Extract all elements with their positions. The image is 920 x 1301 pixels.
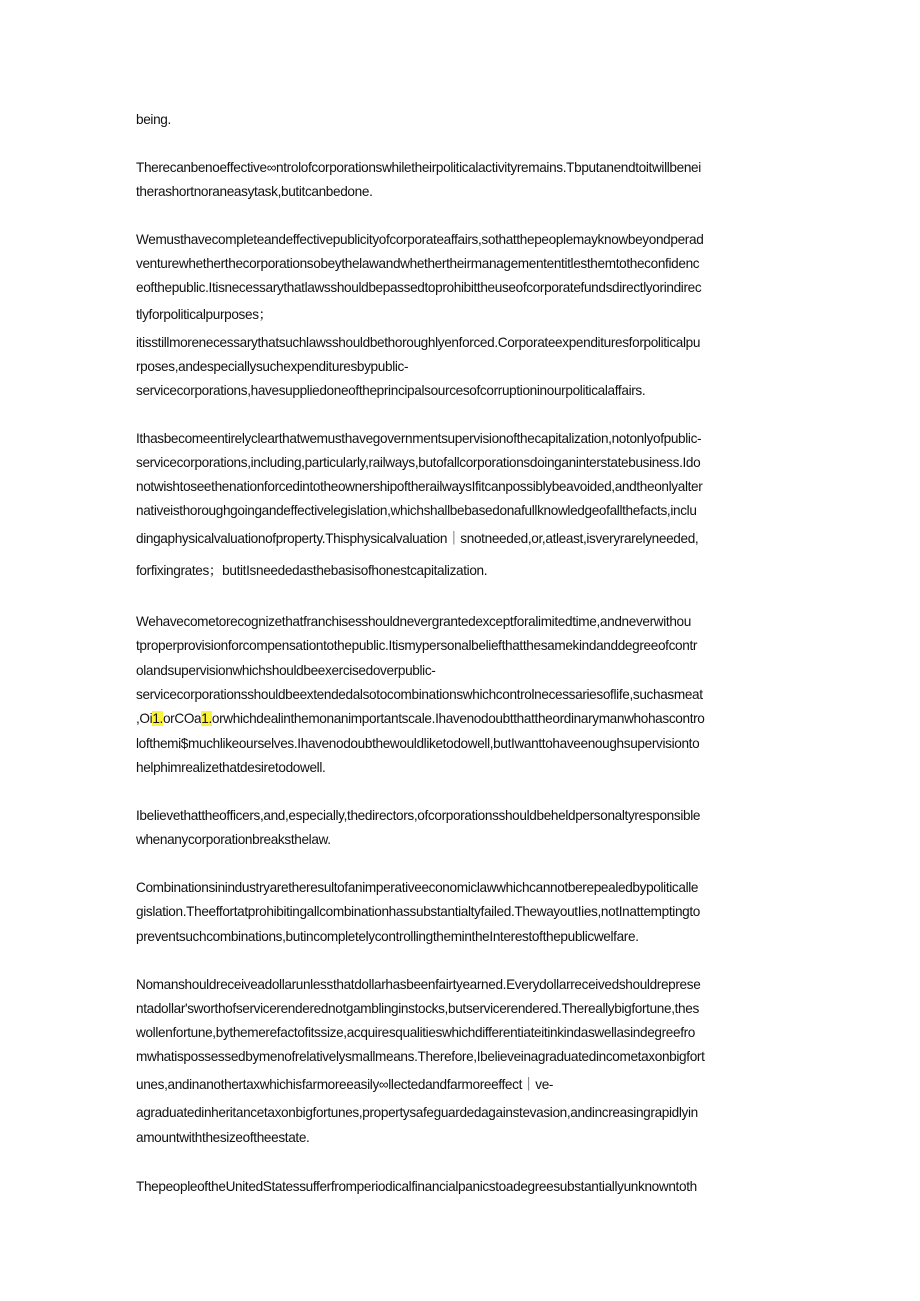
text-line: lofthemi$muchlikeourselves.Ihavenodoubthewouldliketodowell,butIwanttohaveenoughsupervisionto bbox=[136, 736, 700, 751]
text-line: servicecorporationsshouldbeextendedalsotocombinationswhichcontrolnecessariesoflife,suchasmeat bbox=[136, 687, 703, 702]
text-line: helphimrealizethatdesiretodowell. bbox=[136, 760, 326, 775]
text-line: whenanycorporationbreaksthelaw. bbox=[136, 832, 331, 847]
text-line-highlighted: ,Oi1.orCOa1.orwhichdealinthemonanimportantscale.Ihavenodoubtthattheordinarymanwhohascontro bbox=[136, 711, 705, 726]
text-line: Ithasbecomeentirelyclearthatwemusthavegovernmentsupervisionofthecapitalization,notonlyofpublic- bbox=[136, 431, 702, 446]
text-line: nativeisthoroughgoingandeffectivelegislation,whichshallbebasedonafullknowledgeofallthefacts,inclu bbox=[136, 503, 697, 518]
text-line: gislation.Theeffortatprohibitingallcombinationhassubstantialtyfailed.ThewayoutIies,notInattemptingto bbox=[136, 904, 700, 919]
text-line: rposes,andespeciallysuchexpendituresbypublic- bbox=[136, 359, 409, 374]
text-line: Combinationsinindustryaretheresultofanimperativeeconomiclawwhichcannotberepealedbypoliticalle bbox=[136, 880, 699, 895]
text-line: eofthepublic.Itisnecessarythatlawsshouldbepassedtoprohibittheuseofcorporatefundsdirectlyorindirec bbox=[136, 280, 702, 295]
text-line: itisstillmorenecessarythatsuchlawsshouldbethoroughlyenforced.Corporateexpendituresforpoliticalpu bbox=[136, 335, 701, 350]
text-line: servicecorporations,including,particularly,railways,butofallcorporationsdoinganinterstatebusiness.Ido bbox=[136, 455, 701, 470]
text-line: Wehavecometorecognizethatfranchisesshouldnevergrantedexceptforalimitedtime,andneverwithou bbox=[136, 614, 691, 629]
text-line: Ibelievethattheofficers,and,especially,thedirectors,ofcorporationsshouldbeheldpersonaltyresponsible bbox=[136, 808, 701, 823]
text-line: ThepeopleoftheUnitedStatessufferfromperiodicalfinancialpanicstoadegreesubstantiallyunknowntoth bbox=[136, 1179, 697, 1194]
text-line: Nomanshouldreceiveadollarunlessthatdollarhasbeenfairtyearned.Everydollarreceivedshouldreprese bbox=[136, 977, 701, 992]
text-line: tlyforpoliticalpurposes； bbox=[136, 307, 272, 322]
text-line: servicecorporations,havesuppliedoneoftheprincipalsourcesofcorruptioninourpoliticalaffairs. bbox=[136, 383, 646, 398]
text-line: Therecanbenoeffective∞ntrolofcorporationswhiletheirpoliticalactivityremains.Tbputanendtoitwillbenei bbox=[136, 160, 701, 175]
text-line: wollenfortune,bythemerefactofitssize,acquiresqualitieswhichdifferentiateitinkindaswellasindegreefro bbox=[136, 1025, 696, 1040]
text-line: Wemusthavecompleteandeffectivepublicityofcorporateaffairs,sothatthepeoplemayknowbeyondperad bbox=[136, 232, 704, 247]
text-line: amountwiththesizeoftheestate. bbox=[136, 1130, 310, 1145]
text-line: dingaphysicalvaluationofproperty.Thisphysicalvaluation｜snotneeded,or,atleast,isveryrarelyneeded, bbox=[136, 531, 699, 546]
text-line: venturewhetherthecorporationsobeythelawandwhethertheirmanagemententitlesthemtotheconfidenc bbox=[136, 256, 700, 271]
text-line: being. bbox=[136, 112, 171, 127]
text-line: tproperprovisionforcompensationtothepublic.Itismypersonalbeliefthatthesamekindanddegreeofcontr bbox=[136, 638, 698, 653]
text-line: ntadollar'sworthofservicerenderednotgamblinginstocks,butservicerendered.Thereallybigfortune,thes bbox=[136, 1001, 699, 1016]
text-line: preventsuchcombinations,butincompletelycontrollingthemintheInterestofthepublicwelfare. bbox=[136, 929, 639, 944]
text-line: notwishtoseethenationforcedintotheownershipoftherailwaysIfitcanpossiblybeavoided,andtheonlyalter bbox=[136, 479, 703, 494]
text-line: unes,andinanothertaxwhichisfarmoreeasily∞llectedandfarmoreeffect｜ve- bbox=[136, 1077, 554, 1092]
text-line: olandsupervisionwhichshouldbeexercisedoverpublic- bbox=[136, 663, 436, 678]
highlight-mark: 1. bbox=[201, 711, 212, 726]
text-line: agraduatedinheritancetaxonbigfortunes,propertysafeguardedagainstevasion,andincreasingrapidlyin bbox=[136, 1105, 698, 1120]
text-line: therashortnoraneasytask,butitcanbedone. bbox=[136, 184, 373, 199]
text-line: mwhatispossessedbymenofrelativelysmallmeans.Therefore,Ibelieveinagraduatedincometaxonbigfort bbox=[136, 1049, 705, 1064]
text-line: forfixingrates；butitIsneededasthebasisofhonestcapitalization. bbox=[136, 563, 488, 578]
highlight-mark: 1. bbox=[152, 711, 163, 726]
